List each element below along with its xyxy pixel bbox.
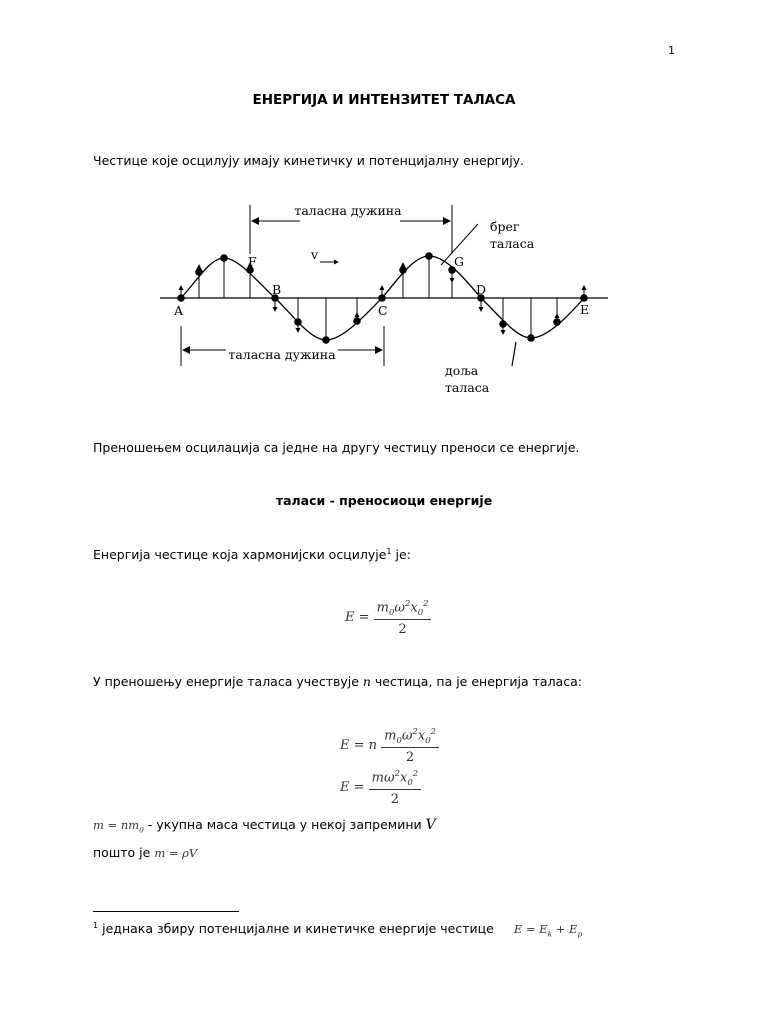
- point-label-c: C: [378, 303, 388, 318]
- transfer-sentence-before: У преношењу енергије таласа учествује: [93, 674, 363, 689]
- footnote-text: једнака збиру потенцијалне и кинетичке енергије честице: [98, 921, 494, 937]
- variable-n: n: [362, 674, 371, 689]
- footnote-ref[interactable]: 1: [386, 546, 392, 556]
- point-label-g: G: [454, 254, 464, 269]
- formula3-denominator: 2: [390, 791, 399, 807]
- formula3-lhs: E =: [340, 779, 365, 795]
- point-label-f: F: [248, 254, 257, 269]
- point-label-d: D: [476, 282, 487, 297]
- since-line: [93, 845, 197, 860]
- formula2-lhs: E = n: [340, 737, 378, 753]
- footnote: [93, 920, 582, 938]
- point-label-b: B: [272, 282, 282, 297]
- formula-particle-energy: E = $\frac{m_0\omega^2x_0^2}{2}$: [345, 598, 431, 637]
- wave-diagram: [150, 195, 620, 400]
- trough-label-line1: доља: [445, 363, 479, 378]
- wavelength-top-label: таласна дужина: [294, 203, 402, 218]
- formula1-denominator: 2: [398, 621, 407, 637]
- footnote-mark: 1: [93, 920, 99, 930]
- page-number: 1: [668, 44, 675, 57]
- transfer-sentence-after: честица, па је енергија таласа:: [370, 674, 582, 689]
- point-label-a: A: [174, 303, 184, 318]
- formula1-lhs: E =: [345, 609, 370, 625]
- mass-formula: m = nm: [93, 818, 140, 832]
- point-label-e: E: [580, 302, 590, 317]
- page-title: ЕНЕРГИЈА И ИНТЕНЗИТЕТ ТАЛАСА: [252, 92, 516, 108]
- wavelength-bottom-label: таласна дужина: [228, 347, 336, 362]
- section-subtitle: таласи - преносиоци енергије: [275, 493, 493, 508]
- energy-text: Енергија честице која хармонијски осцилује: [93, 547, 387, 563]
- variable-v: V: [425, 817, 436, 833]
- since-text: пошто је: [93, 845, 155, 860]
- footnote-separator: [93, 911, 239, 912]
- transfer-paragraph: Преношењем осцилација са једне на другу честицу преноси се енергије.: [93, 440, 580, 455]
- energy-paragraph: [93, 546, 411, 562]
- transfer-sentence: [93, 674, 582, 689]
- energy-text-end: је:: [391, 547, 411, 563]
- mass-text: - укупна маса честица у некој запремини: [143, 817, 426, 832]
- trough-label-line2: таласа: [445, 380, 490, 395]
- velocity-label: v: [311, 247, 319, 262]
- intro-paragraph: Честице које осцилују имају кинетичку и потенцијалну енергију.: [93, 153, 525, 168]
- formula-wave-energy-m: E = $\frac{m\omega^2x_0^2}{2}$: [340, 768, 421, 807]
- mass-line: $m = nm_0$ - укупна маса честица у некој запремини V: [93, 817, 436, 835]
- formula-wave-energy-n: E = n $\frac{m_0\omega^2x_0^2}{2}$: [340, 726, 439, 765]
- crest-label-line1: брег: [490, 219, 520, 234]
- footnote-formula: $E = E_k + E_p$: [513, 922, 583, 939]
- density-formula: m = ρV: [154, 846, 198, 860]
- crest-label-line2: таласа: [490, 236, 535, 251]
- formula2-denominator: 2: [405, 749, 415, 765]
